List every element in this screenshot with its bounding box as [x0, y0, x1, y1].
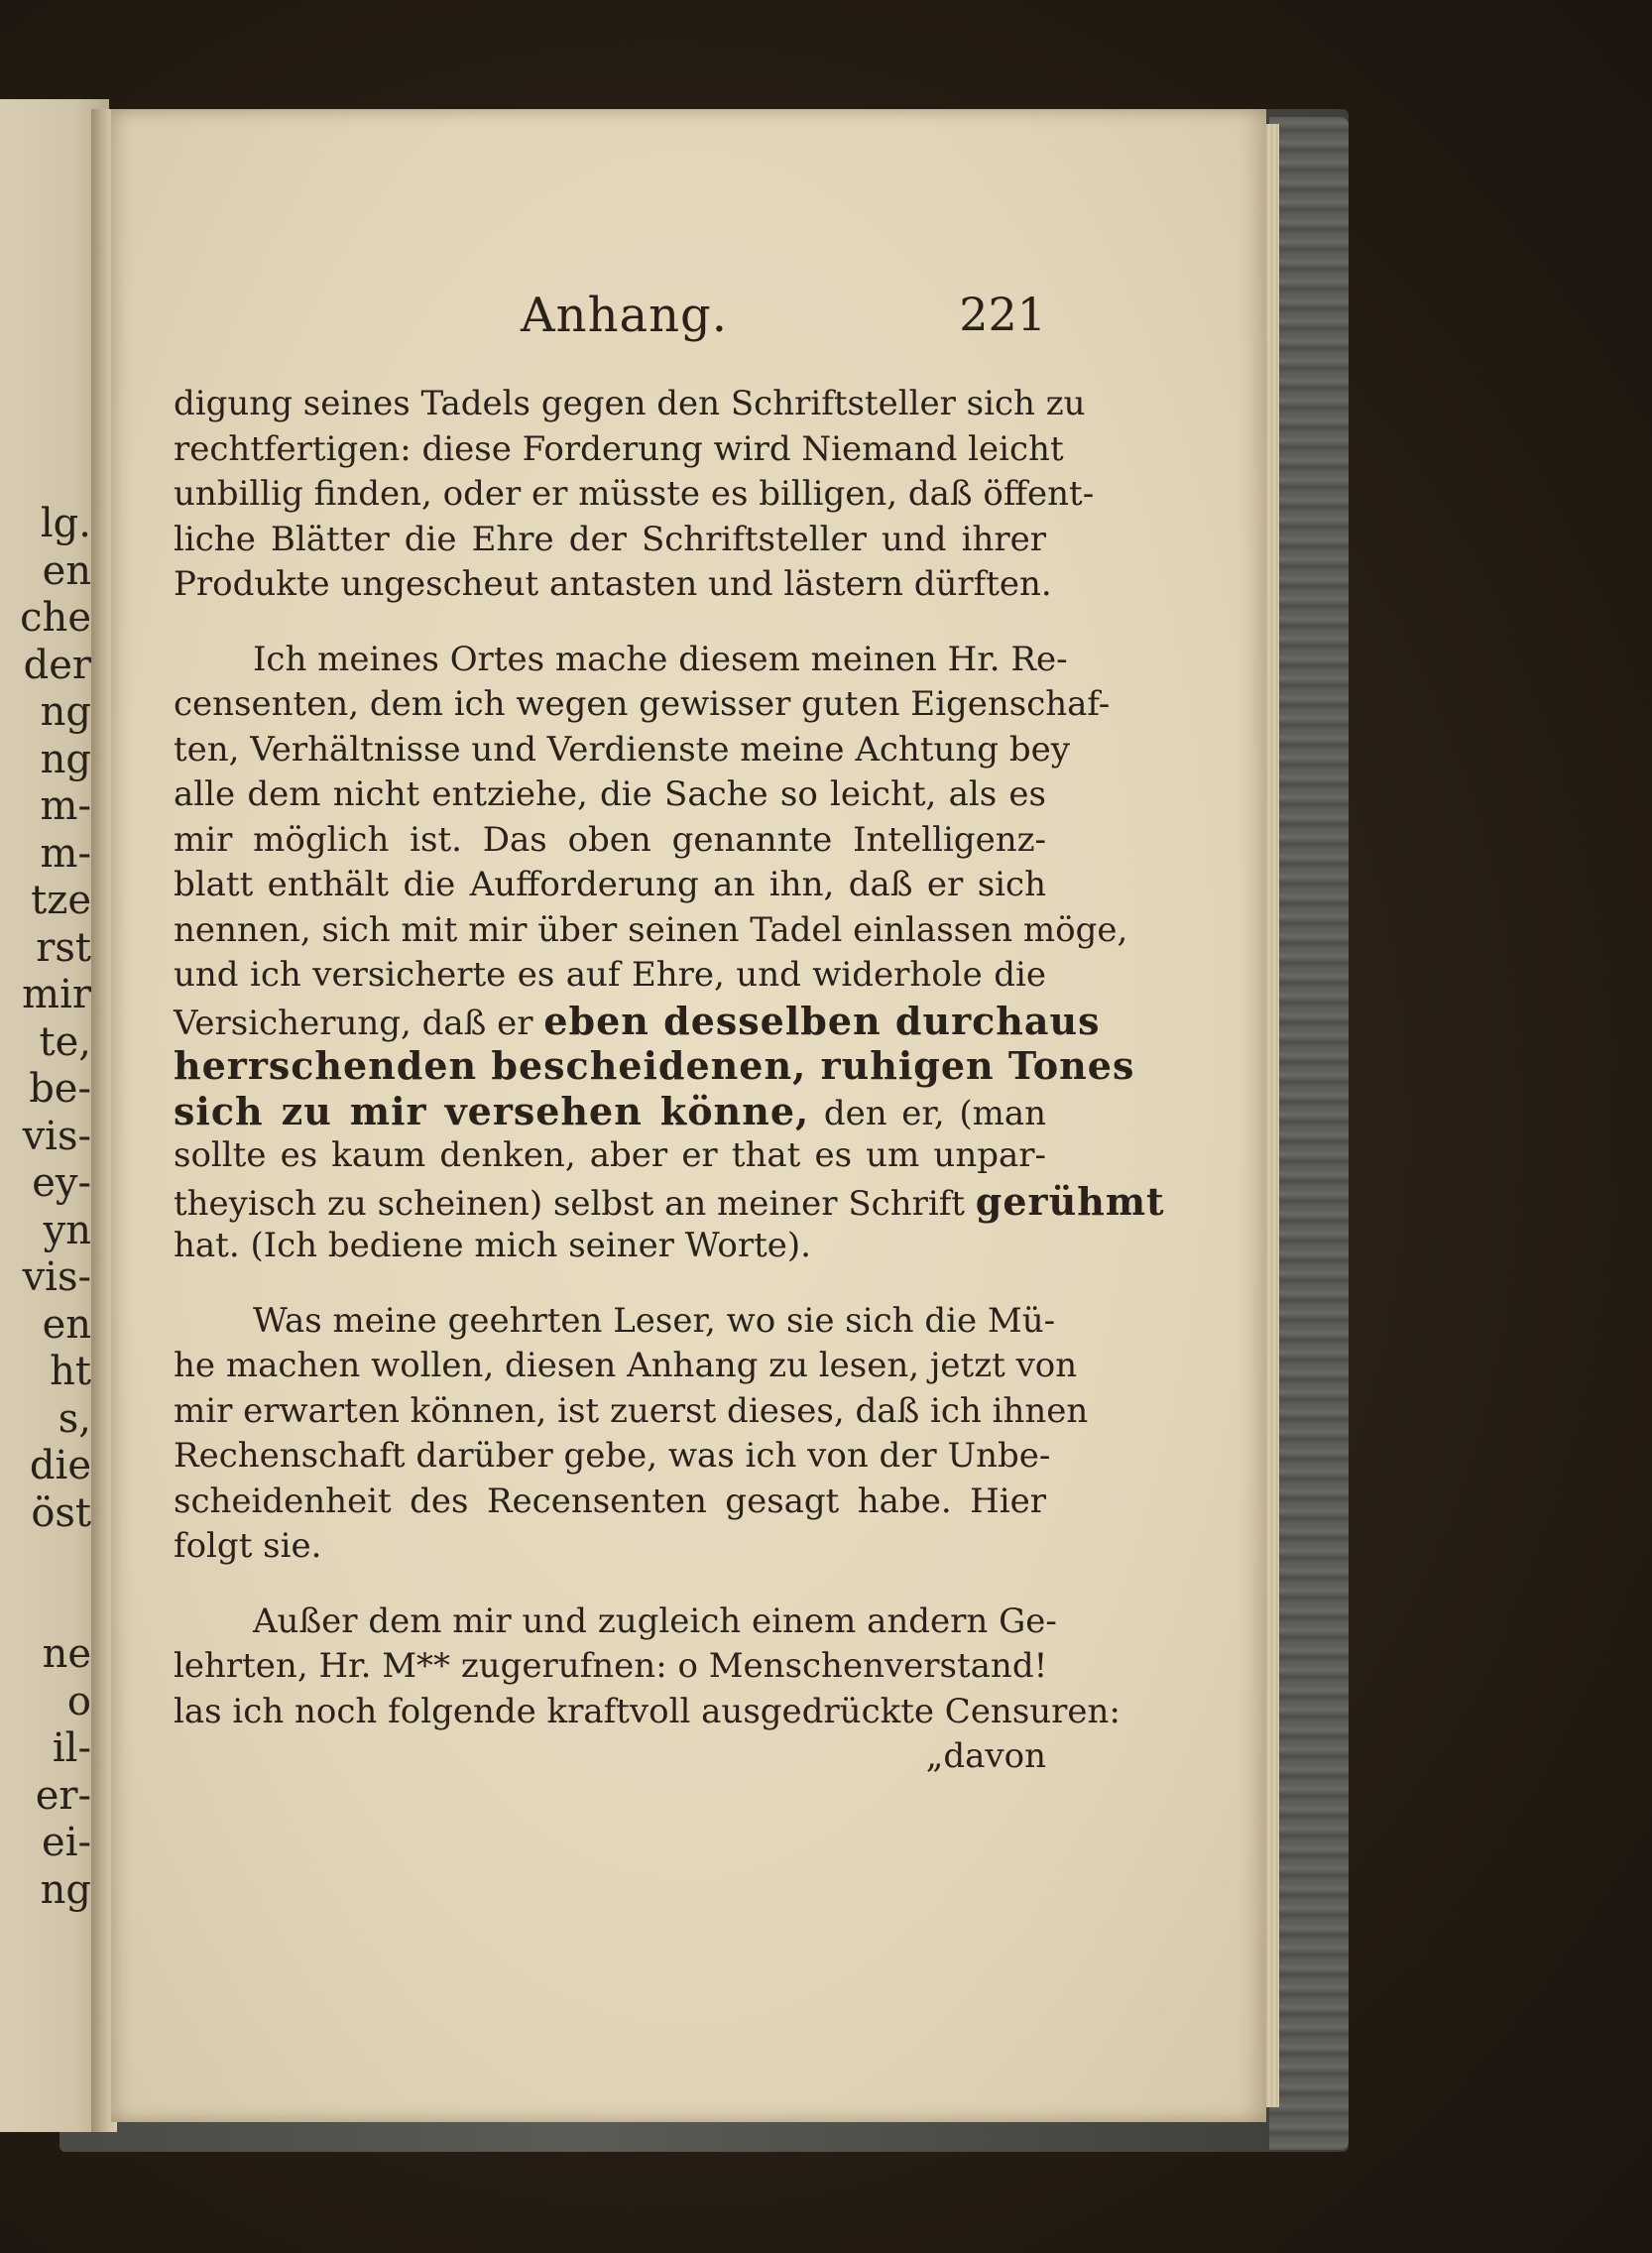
- left-fragment: tze: [31, 878, 91, 923]
- left-fragment: vis-: [22, 1113, 91, 1159]
- text-line: las ich noch folgende kraftvoll ausgedrückte Censuren:: [174, 1691, 1121, 1731]
- left-page-text: [8, 501, 91, 1914]
- text-line: Außer dem mir und zugleich einem andern Ge-: [253, 1601, 1057, 1641]
- left-fragment: m-: [40, 830, 91, 877]
- emphasized-text: herrschenden bescheidenen, ruhigen Tones: [174, 1043, 1135, 1088]
- text-line: Was meine geehrten Leser, wo sie sich die Mü-: [253, 1300, 1056, 1341]
- left-fragment: s,: [58, 1395, 91, 1442]
- left-fragment: vis-: [22, 1254, 91, 1300]
- left-fragment: [8, 1537, 91, 1585]
- text-line: Rechenschaft darüber gebe, was ich von der Unbe-: [174, 1436, 1051, 1476]
- left-fragment: die: [29, 1443, 91, 1488]
- text-line: digung seines Tadels gegen den Schriftsteller sich zu: [174, 384, 1086, 423]
- left-fragment: ne: [42, 1631, 91, 1677]
- text-line: blatt enthält die Aufforderung an ihn, daß er sich: [174, 865, 1046, 904]
- text-line: censenten, dem ich wegen gewisser guten Eigenschaf-: [174, 684, 1111, 724]
- book-cover-edge: [1269, 117, 1349, 2150]
- left-fragment: ei-: [42, 1820, 91, 1865]
- left-fragment: [8, 1585, 91, 1632]
- text-line: Ich meines Ortes mache diesem meinen Hr. Re-: [253, 639, 1068, 679]
- catchword: „davon: [925, 1736, 1046, 1776]
- text-line: mir möglich ist. Das oben genannte Intelligenz-: [174, 819, 1046, 860]
- left-fragment: il-: [52, 1725, 91, 1771]
- left-fragment: be-: [29, 1066, 91, 1112]
- page-body: [174, 382, 1165, 1780]
- page-number: 221: [959, 288, 1046, 341]
- emphasized-text: gerühmt: [975, 1178, 1165, 1224]
- text-line: unbillig finden, oder er müsste es billigen, daß öffent-: [174, 474, 1095, 514]
- left-fragment: en: [42, 547, 91, 594]
- text-line: sollte es kaum denken, aber er that es um unpar-: [174, 1135, 1046, 1175]
- text-line: [174, 1089, 1046, 1134]
- text-line: nennen, sich mit mir über seinen Tadel einlassen möge,: [174, 909, 1128, 950]
- text-line: und ich versicherte es auf Ehre, und widerhole die: [174, 955, 1046, 995]
- left-fragment: mir: [22, 972, 91, 1017]
- text-line: alle dem nicht entziehe, die Sache so leicht, als es: [174, 774, 1046, 814]
- text-line: [174, 1178, 1165, 1225]
- text-line: ten, Verhältnisse und Verdienste meine Achtung bey: [174, 729, 1070, 770]
- left-fragment: yn: [43, 1207, 91, 1253]
- emphasized-text: eben desselben durchaus: [543, 998, 1101, 1043]
- left-fragment: er-: [35, 1772, 91, 1819]
- text-span: Versicherung, daß er: [174, 1003, 533, 1043]
- left-fragment: ng: [40, 1866, 91, 1913]
- left-fragment: m-: [40, 783, 91, 829]
- running-header: [174, 288, 1046, 347]
- left-fragment: der: [23, 642, 91, 688]
- text-line: lehrten, Hr. M** zugerufnen: o Menschenverstand!: [174, 1646, 1048, 1686]
- text-line: folgt sie.: [174, 1526, 322, 1566]
- left-fragment: ht: [50, 1349, 91, 1394]
- text-line: Produkte ungescheut antasten und lästern dürften.: [174, 564, 1052, 604]
- left-fragment: en: [42, 1301, 91, 1348]
- text-line: hat. (Ich bediene mich seiner Worte).: [174, 1226, 811, 1265]
- text-line: scheidenheit des Recensenten gesagt habe. Hier: [174, 1481, 1046, 1521]
- left-fragment: rst: [36, 924, 91, 971]
- text-line: rechtfertigen: diese Forderung wird Niemand leicht: [174, 428, 1064, 469]
- left-fragment: öst: [31, 1489, 91, 1536]
- left-fragment: o: [66, 1678, 91, 1724]
- text-line: he machen wollen, diesen Anhang zu lesen, jetzt von: [174, 1346, 1078, 1385]
- emphasized-text: sich zu mir versehen könne,: [174, 1088, 810, 1133]
- text-line: liche Blätter die Ehre der Schriftsteller und ihrer: [174, 519, 1046, 559]
- text-line: [174, 998, 1101, 1044]
- text-line: mir erwarten können, ist zuerst dieses, daß ich ihnen: [174, 1390, 1089, 1431]
- left-fragment: ey-: [32, 1160, 91, 1206]
- text-span: theyisch zu scheinen) selbst an meiner Schrift: [174, 1183, 965, 1224]
- left-fragment: ng: [40, 689, 91, 735]
- running-title: Anhang.: [521, 288, 729, 343]
- left-fragment: lg.: [40, 501, 91, 546]
- left-fragment: te,: [39, 1018, 91, 1065]
- left-fragment: che: [20, 595, 91, 641]
- text-span: den er, (man: [823, 1093, 1046, 1133]
- left-fragment: ng: [40, 736, 91, 782]
